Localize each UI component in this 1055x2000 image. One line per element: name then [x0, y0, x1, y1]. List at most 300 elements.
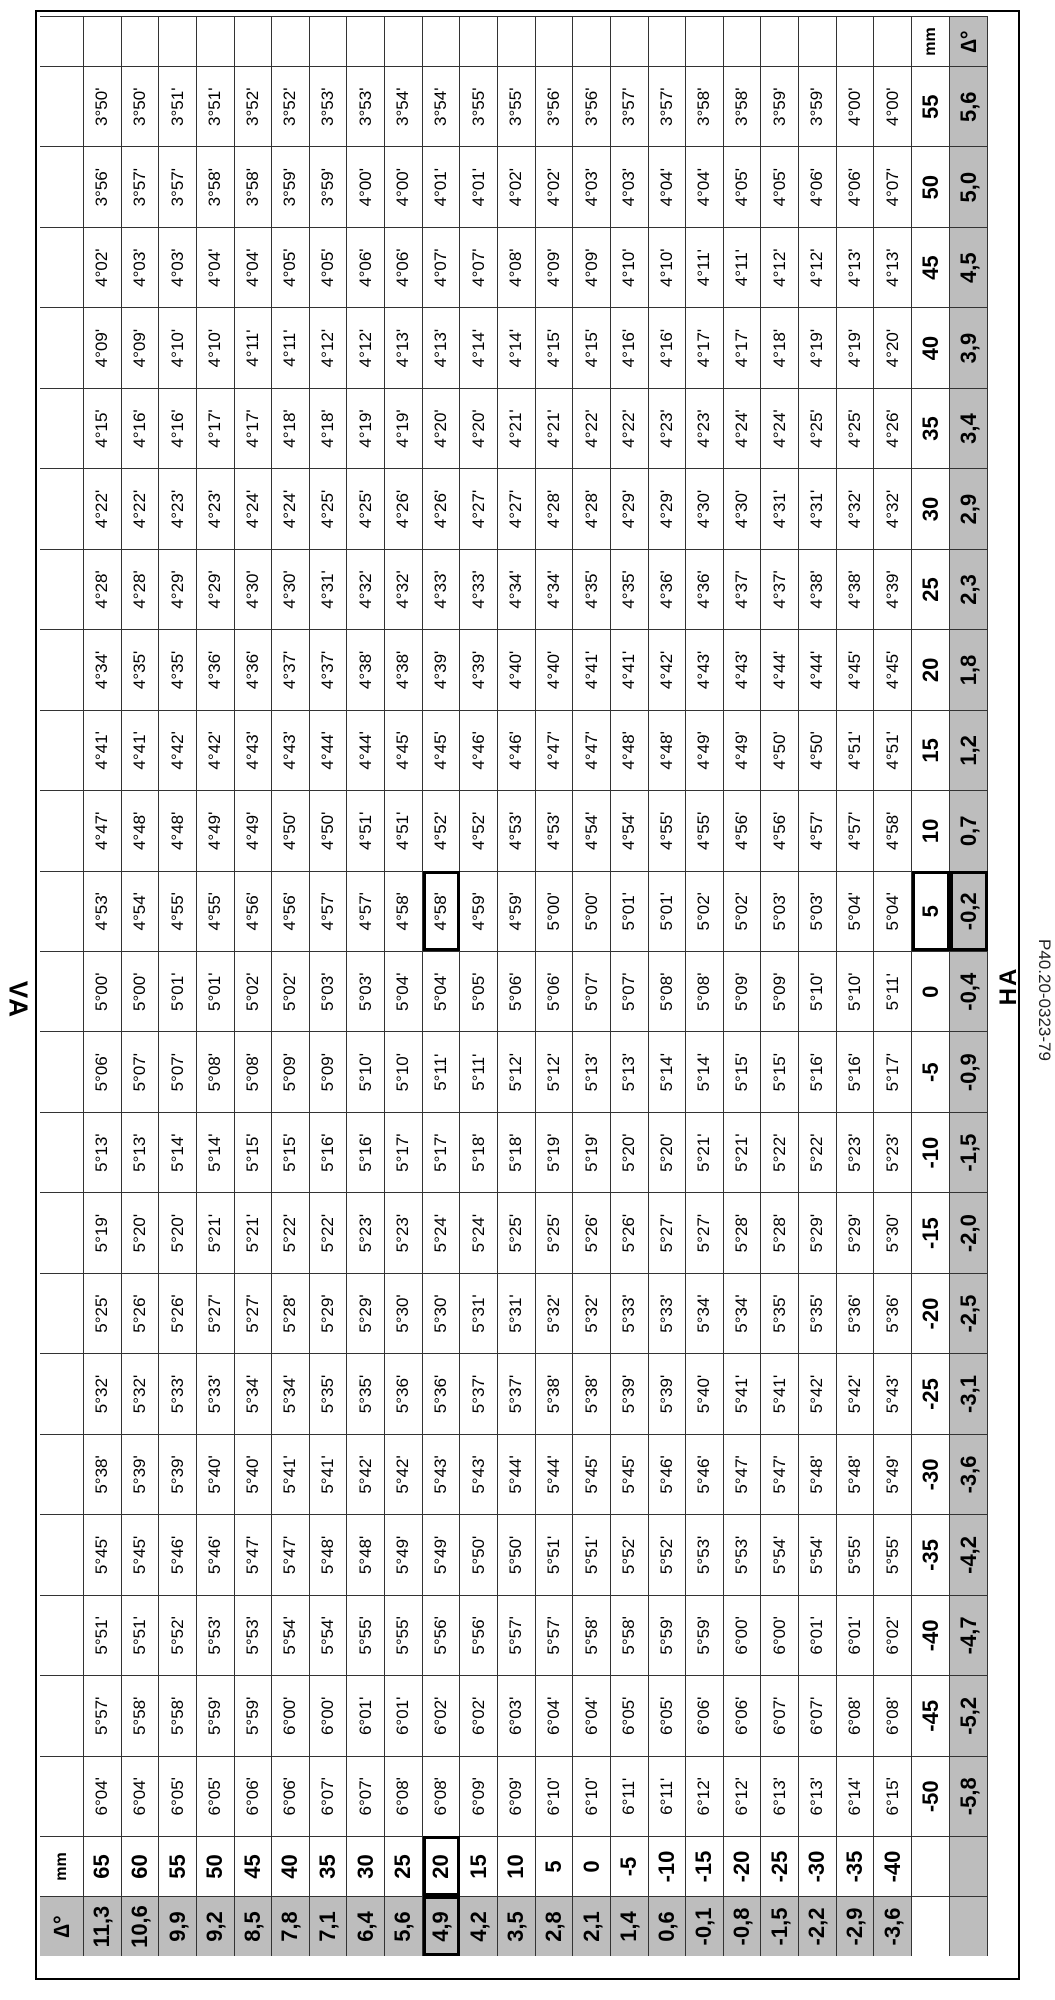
table-cell: 5°15' — [272, 1112, 310, 1192]
table-cell: 5°07' — [122, 1031, 160, 1111]
table-cell: 5°48' — [310, 1514, 348, 1594]
table-cell: 6°04' — [573, 1675, 611, 1755]
row-end-cell — [84, 16, 122, 66]
table-cell: 5°08' — [197, 1031, 235, 1111]
table-cell: 4°41' — [573, 629, 611, 709]
table-cell: 5°43' — [460, 1434, 498, 1514]
table-cell: 5°15' — [235, 1112, 273, 1192]
va-mm-cell: 20 — [423, 1836, 461, 1896]
table-cell: 5°40' — [197, 1434, 235, 1514]
table-cell: 5°25' — [84, 1273, 122, 1353]
table-cell: 5°03' — [310, 951, 348, 1031]
table-cell: 4°31' — [310, 549, 348, 629]
table-cell: 5°20' — [611, 1112, 649, 1192]
ha-axis-label: HA — [995, 966, 1022, 1006]
table-cell: 4°27' — [460, 468, 498, 548]
table-cell: 5°12' — [536, 1031, 574, 1111]
table-cell: 5°20' — [649, 1112, 687, 1192]
va-angle-cell: 2,1 — [573, 1896, 611, 1956]
table-cell: 4°06' — [799, 146, 837, 226]
table-cell: 4°45' — [874, 629, 912, 709]
table-cell: 4°06' — [385, 227, 423, 307]
row-end-cell — [649, 16, 687, 66]
va-mm-cell: -40 — [874, 1836, 912, 1896]
table-cell: 4°34' — [498, 549, 536, 629]
table-cell: 4°24' — [272, 468, 310, 548]
table-cell: 5°30' — [385, 1273, 423, 1353]
table-cell: 5°34' — [235, 1353, 273, 1433]
ha-mm-cell: 10 — [912, 790, 950, 870]
table-cell: 5°16' — [837, 1031, 875, 1111]
ha-mm-cell: -50 — [912, 1756, 950, 1836]
header-spacer — [40, 16, 84, 66]
ha-angle-cell: 1,2 — [950, 710, 988, 790]
va-mm-cell: 35 — [310, 1836, 348, 1896]
table-cell: 5°07' — [573, 951, 611, 1031]
table-cell: 5°22' — [761, 1112, 799, 1192]
table-cell: 5°08' — [235, 1031, 273, 1111]
table-cell: 5°27' — [686, 1192, 724, 1272]
table-cell: 6°09' — [460, 1756, 498, 1836]
table-cell: 5°19' — [84, 1192, 122, 1272]
table-cell: 4°05' — [724, 146, 762, 226]
table-cell: 4°07' — [874, 146, 912, 226]
table-cell: 5°55' — [347, 1595, 385, 1675]
table-cell: 5°29' — [347, 1273, 385, 1353]
table-cell: 5°43' — [874, 1353, 912, 1433]
table-cell: 4°04' — [197, 227, 235, 307]
ha-angle-cell: 3,9 — [950, 307, 988, 387]
table-cell: 4°06' — [347, 227, 385, 307]
table-cell: 4°23' — [649, 388, 687, 468]
table-cell: 4°29' — [611, 468, 649, 548]
table-cell: 5°26' — [611, 1192, 649, 1272]
ha-angle-cell: 2,3 — [950, 549, 988, 629]
table-cell: 6°08' — [837, 1675, 875, 1755]
table-cell: 4°25' — [347, 468, 385, 548]
table-cell: 5°10' — [837, 951, 875, 1031]
table-cell: 4°01' — [460, 146, 498, 226]
table-cell: 6°10' — [573, 1756, 611, 1836]
table-cell: 3°57' — [159, 146, 197, 226]
ha-mm-cell: 30 — [912, 468, 950, 548]
table-cell: 5°07' — [159, 1031, 197, 1111]
table-cell: 4°02' — [536, 146, 574, 226]
table-cell: 5°42' — [837, 1353, 875, 1433]
table-cell: 4°10' — [649, 227, 687, 307]
table-cell: 5°14' — [649, 1031, 687, 1111]
table-cell: 4°05' — [272, 227, 310, 307]
table-cell: 6°00' — [761, 1595, 799, 1675]
table-cell: 4°31' — [761, 468, 799, 548]
table-cell: 5°35' — [761, 1273, 799, 1353]
table-cell: 4°57' — [799, 790, 837, 870]
table-cell: 5°59' — [235, 1675, 273, 1755]
ha-angle-cell: 5,0 — [950, 146, 988, 226]
table-cell: 4°55' — [649, 790, 687, 870]
table-cell: 5°42' — [347, 1434, 385, 1514]
header-spacer — [40, 1112, 84, 1192]
table-cell: 5°21' — [686, 1112, 724, 1192]
table-cell: 5°28' — [272, 1273, 310, 1353]
table-cell: 5°14' — [686, 1031, 724, 1111]
table-cell: 5°46' — [159, 1514, 197, 1594]
table-cell: 4°11' — [686, 227, 724, 307]
table-cell: 4°19' — [385, 388, 423, 468]
table-cell: 4°07' — [423, 227, 461, 307]
header-spacer — [40, 1273, 84, 1353]
table-cell: 4°59' — [460, 871, 498, 951]
table-cell: 4°52' — [460, 790, 498, 870]
table-cell: 3°59' — [799, 66, 837, 146]
table-cell: 4°30' — [235, 549, 273, 629]
table-cell: 6°08' — [423, 1756, 461, 1836]
table-cell: 5°04' — [385, 951, 423, 1031]
table-cell: 5°02' — [686, 871, 724, 951]
va-mm-cell: 40 — [272, 1836, 310, 1896]
header-spacer — [40, 549, 84, 629]
table-cell: 5°40' — [235, 1434, 273, 1514]
table-cell: 5°15' — [761, 1031, 799, 1111]
table-cell: 6°06' — [272, 1756, 310, 1836]
table-cell: 5°33' — [197, 1353, 235, 1433]
table-cell: 4°43' — [724, 629, 762, 709]
table-cell: 4°13' — [874, 227, 912, 307]
table-cell: 5°09' — [310, 1031, 348, 1111]
table-cell: 6°07' — [347, 1756, 385, 1836]
table-cell: 5°03' — [799, 871, 837, 951]
va-mm-cell: 65 — [84, 1836, 122, 1896]
table-cell: 4°09' — [84, 307, 122, 387]
table-cell: 3°59' — [761, 66, 799, 146]
table-cell: 4°24' — [761, 388, 799, 468]
table-cell: 4°51' — [385, 790, 423, 870]
ha-mm-cell: 50 — [912, 146, 950, 226]
table-cell: 4°24' — [724, 388, 762, 468]
table-cell: 5°46' — [197, 1514, 235, 1594]
table-cell: 4°53' — [536, 790, 574, 870]
header-spacer — [40, 1595, 84, 1675]
header-spacer — [40, 307, 84, 387]
table-cell: 4°36' — [235, 629, 273, 709]
table-cell: 6°07' — [761, 1675, 799, 1755]
table-cell: 3°57' — [649, 66, 687, 146]
table-cell: 5°35' — [347, 1353, 385, 1433]
ha-angle-cell: -4,2 — [950, 1514, 988, 1594]
header-spacer — [40, 227, 84, 307]
table-cell: 4°37' — [310, 629, 348, 709]
table-cell: 5°38' — [84, 1434, 122, 1514]
table-cell: 6°04' — [122, 1756, 160, 1836]
va-angle-cell: 4,2 — [460, 1896, 498, 1956]
header-spacer — [40, 468, 84, 548]
table-cell: 4°11' — [272, 307, 310, 387]
table-cell: 5°06' — [498, 951, 536, 1031]
table-cell: 4°58' — [423, 871, 461, 951]
table-cell: 4°42' — [159, 710, 197, 790]
table-cell: 5°36' — [874, 1273, 912, 1353]
ha-mm-cell: -25 — [912, 1353, 950, 1433]
va-mm-cell: -25 — [761, 1836, 799, 1896]
table-cell: 3°57' — [122, 146, 160, 226]
table-cell: 4°44' — [761, 629, 799, 709]
table-cell: 4°21' — [498, 388, 536, 468]
table-cell: 5°37' — [498, 1353, 536, 1433]
row-end-cell — [122, 16, 160, 66]
table-cell: 5°47' — [272, 1514, 310, 1594]
table-cell: 5°17' — [423, 1112, 461, 1192]
table-cell: 6°04' — [536, 1675, 574, 1755]
table-cell: 3°52' — [272, 66, 310, 146]
table-cell: 5°18' — [460, 1112, 498, 1192]
table-cell: 5°58' — [573, 1595, 611, 1675]
table-cell: 4°38' — [837, 549, 875, 629]
table-cell: 4°00' — [385, 146, 423, 226]
header-spacer — [40, 1031, 84, 1111]
table-cell: 5°29' — [837, 1192, 875, 1272]
table-cell: 5°53' — [197, 1595, 235, 1675]
table-cell: 5°58' — [611, 1595, 649, 1675]
table-cell: 4°48' — [122, 790, 160, 870]
table-cell: 5°20' — [159, 1192, 197, 1272]
table-cell: 4°22' — [84, 468, 122, 548]
table-cell: 5°44' — [536, 1434, 574, 1514]
table-cell: 4°14' — [460, 307, 498, 387]
table-cell: 3°54' — [385, 66, 423, 146]
table-cell: 4°16' — [159, 388, 197, 468]
table-cell: 5°13' — [611, 1031, 649, 1111]
table-cell: 5°33' — [159, 1353, 197, 1433]
table-cell: 4°31' — [799, 468, 837, 548]
table-cell: 4°24' — [235, 468, 273, 548]
va-angle-cell: 7,8 — [272, 1896, 310, 1956]
table-cell: 5°00' — [573, 871, 611, 951]
table-cell: 4°13' — [385, 307, 423, 387]
table-cell: 5°36' — [423, 1353, 461, 1433]
table-cell: 5°24' — [423, 1192, 461, 1272]
table-cell: 5°25' — [536, 1192, 574, 1272]
table-cell: 5°58' — [159, 1675, 197, 1755]
table-cell: 4°05' — [310, 227, 348, 307]
table-cell: 4°45' — [837, 629, 875, 709]
table-cell: 4°43' — [686, 629, 724, 709]
table-cell: 5°11' — [460, 1031, 498, 1111]
table-cell: 4°42' — [197, 710, 235, 790]
table-cell: 5°50' — [460, 1514, 498, 1594]
table-cell: 4°29' — [159, 549, 197, 629]
table-cell: 4°30' — [272, 549, 310, 629]
row-end-cell — [799, 16, 837, 66]
row-end-cell — [385, 16, 423, 66]
table-cell: 3°51' — [197, 66, 235, 146]
header-spacer — [40, 146, 84, 226]
table-cell: 5°47' — [724, 1434, 762, 1514]
table-cell: 5°28' — [761, 1192, 799, 1272]
table-cell: 4°48' — [649, 710, 687, 790]
table-cell: 5°26' — [159, 1273, 197, 1353]
va-mm-cell: 55 — [159, 1836, 197, 1896]
ha-angle-cell: -5,8 — [950, 1756, 988, 1836]
table-cell: 4°41' — [611, 629, 649, 709]
table-cell: 4°36' — [686, 549, 724, 629]
table-cell: 4°30' — [724, 468, 762, 548]
table-cell: 5°06' — [536, 951, 574, 1031]
table-cell: 4°10' — [159, 307, 197, 387]
va-angle-cell: 7,1 — [310, 1896, 348, 1956]
table-cell: 6°00' — [272, 1675, 310, 1755]
va-angle-cell: 3,5 — [498, 1896, 536, 1956]
table-cell: 4°33' — [460, 549, 498, 629]
table-cell: 5°38' — [536, 1353, 574, 1433]
table-cell: 5°34' — [272, 1353, 310, 1433]
ha-mm-cell: 20 — [912, 629, 950, 709]
table-cell: 4°10' — [197, 307, 235, 387]
table-cell: 4°08' — [498, 227, 536, 307]
table-cell: 5°10' — [385, 1031, 423, 1111]
table-cell: 5°35' — [799, 1273, 837, 1353]
table-cell: 5°50' — [498, 1514, 536, 1594]
table-cell: 4°43' — [235, 710, 273, 790]
table-cell: 5°35' — [310, 1353, 348, 1433]
table-cell: 4°30' — [686, 468, 724, 548]
table-cell: 6°00' — [724, 1595, 762, 1675]
ha-angle-cell: -2,5 — [950, 1273, 988, 1353]
table-cell: 5°32' — [122, 1353, 160, 1433]
table-cell: 4°54' — [611, 790, 649, 870]
table-cell: 5°14' — [197, 1112, 235, 1192]
table-cell: 4°13' — [423, 307, 461, 387]
table-cell: 3°55' — [498, 66, 536, 146]
table-cell: 4°58' — [874, 790, 912, 870]
table-cell: 6°08' — [385, 1756, 423, 1836]
table-cell: 5°34' — [686, 1273, 724, 1353]
table-cell: 6°13' — [799, 1756, 837, 1836]
row-end-cell — [423, 16, 461, 66]
table-cell: 5°00' — [84, 951, 122, 1031]
table-cell: 5°36' — [385, 1353, 423, 1433]
table-cell: 4°57' — [347, 871, 385, 951]
table-cell: 5°32' — [84, 1353, 122, 1433]
table-cell: 5°42' — [799, 1353, 837, 1433]
row-end-cell — [498, 16, 536, 66]
table-cell: 4°26' — [423, 468, 461, 548]
ha-mm-cell: 55 — [912, 66, 950, 146]
table-cell: 4°45' — [385, 710, 423, 790]
table-cell: 4°17' — [235, 388, 273, 468]
table-cell: 5°54' — [272, 1595, 310, 1675]
table-cell: 6°11' — [649, 1756, 687, 1836]
table-cell: 5°10' — [799, 951, 837, 1031]
va-mm-cell: -35 — [837, 1836, 875, 1896]
table-cell: 5°45' — [573, 1434, 611, 1514]
table-cell: 4°22' — [573, 388, 611, 468]
table-cell: 5°21' — [197, 1192, 235, 1272]
va-angle-cell: -2,2 — [799, 1896, 837, 1956]
table-cell: 5°21' — [724, 1112, 762, 1192]
table-cell: 5°45' — [122, 1514, 160, 1594]
table-cell: 5°57' — [536, 1595, 574, 1675]
table-cell: 4°40' — [536, 629, 574, 709]
table-cell: 6°03' — [498, 1675, 536, 1755]
table-cell: 4°28' — [536, 468, 574, 548]
table-cell: 6°13' — [761, 1756, 799, 1836]
table-cell: 5°03' — [347, 951, 385, 1031]
table-cell: 5°37' — [460, 1353, 498, 1433]
table-cell: 4°59' — [498, 871, 536, 951]
va-angle-cell: 11,3 — [84, 1896, 122, 1956]
va-angle-cell: 5,6 — [385, 1896, 423, 1956]
table-cell: 4°56' — [272, 871, 310, 951]
table-cell: 4°41' — [122, 710, 160, 790]
table-cell: 5°48' — [347, 1514, 385, 1594]
row-end-cell — [837, 16, 875, 66]
table-cell: 5°13' — [84, 1112, 122, 1192]
table-cell: 5°02' — [235, 951, 273, 1031]
va-angle-cell: -0,1 — [686, 1896, 724, 1956]
table-cell: 4°04' — [686, 146, 724, 226]
va-angle-cell: 4,9 — [423, 1896, 461, 1956]
table-cell: 4°50' — [310, 790, 348, 870]
table-cell: 4°22' — [122, 468, 160, 548]
table-cell: 4°18' — [761, 307, 799, 387]
table-cell: 6°11' — [611, 1756, 649, 1836]
va-mm-cell: 10 — [498, 1836, 536, 1896]
header-spacer — [40, 1353, 84, 1433]
va-mm-cell: 0 — [573, 1836, 611, 1896]
va-angle-cell: 0,6 — [649, 1896, 687, 1956]
row-end-cell — [874, 16, 912, 66]
va-mm-cell: -30 — [799, 1836, 837, 1896]
table-cell: 6°10' — [536, 1756, 574, 1836]
table-cell: 4°05' — [761, 146, 799, 226]
table-cell: 4°35' — [573, 549, 611, 629]
table-cell: 5°28' — [724, 1192, 762, 1272]
table-cell: 4°56' — [235, 871, 273, 951]
header-spacer — [40, 1192, 84, 1272]
table-cell: 5°11' — [874, 951, 912, 1031]
table-cell: 4°15' — [573, 307, 611, 387]
table-cell: 6°02' — [423, 1675, 461, 1755]
table-cell: 4°32' — [837, 468, 875, 548]
table-cell: 4°06' — [837, 146, 875, 226]
table-cell: 6°06' — [724, 1675, 762, 1755]
table-cell: 6°01' — [799, 1595, 837, 1675]
table-cell: 4°49' — [235, 790, 273, 870]
table-cell: 5°46' — [649, 1434, 687, 1514]
table-cell: 4°55' — [686, 790, 724, 870]
table-cell: 6°05' — [159, 1756, 197, 1836]
table-cell: 5°22' — [272, 1192, 310, 1272]
table-cell: 4°26' — [385, 468, 423, 548]
table-cell: 5°14' — [159, 1112, 197, 1192]
ha-mm-cell: -5 — [912, 1031, 950, 1111]
table-cell: 4°51' — [874, 710, 912, 790]
table-cell: 5°16' — [310, 1112, 348, 1192]
table-cell: 4°29' — [649, 468, 687, 548]
ha-mm-cell: -15 — [912, 1192, 950, 1272]
ha-mm-cell: 25 — [912, 549, 950, 629]
table-cell: 3°50' — [122, 66, 160, 146]
corner-mm-unit: mm — [40, 1836, 84, 1896]
ha-mm-cell: -10 — [912, 1112, 950, 1192]
table-cell: 5°32' — [573, 1273, 611, 1353]
ha-angle-cell: -0,4 — [950, 951, 988, 1031]
table-cell: 5°41' — [272, 1434, 310, 1514]
header-spacer — [40, 1514, 84, 1594]
va-angle-cell: -0,8 — [724, 1896, 762, 1956]
table-cell: 4°19' — [347, 388, 385, 468]
table-cell: 4°55' — [197, 871, 235, 951]
